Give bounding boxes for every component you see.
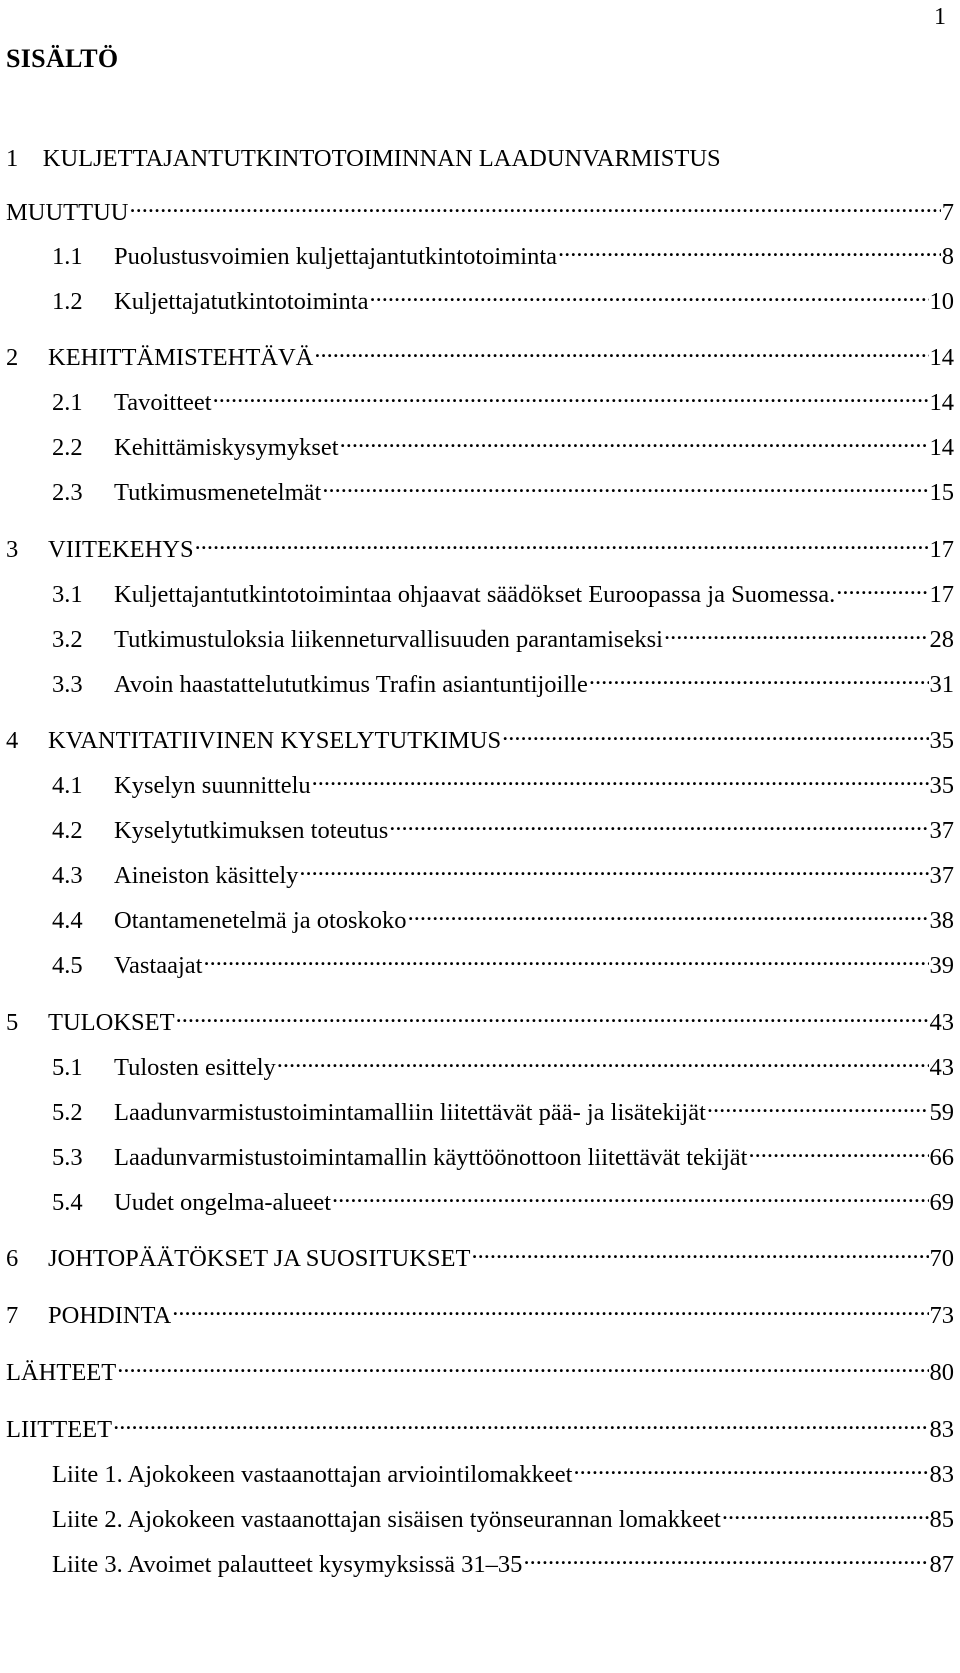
toc-leader-dots [370,279,929,309]
toc-entry-text: Tutkimusmenetelmät [114,479,322,506]
toc-entry-text: Kuljettajatutkintotoiminta [114,288,369,315]
toc-entry-text: Kuljettajantutkintotoimintaa ohjaavat säädökset Euroopassa ja Suomessa. [114,581,836,608]
toc-leader-dots [172,1293,928,1323]
toc-leader-dots [117,1350,928,1380]
toc-entry-text: Liite 1. Ajokokeen vastaanottajan arviointilomakkeet [52,1461,573,1488]
toc-entry-text: JOHTOPÄÄTÖKSET JA SUOSITUKSET [48,1245,471,1272]
toc-entry-page: 59 [929,1099,954,1126]
toc-entry-text: TULOKSET [48,1009,175,1036]
toc-entry[interactable] [52,617,954,653]
toc-entry-text: Laadunvarmistustoimintamalliin liitettävät pää- ja lisätekijät [114,1099,706,1126]
toc-leader-dots [322,470,928,500]
toc-entry-page: 10 [929,288,954,315]
toc-entry[interactable] [52,853,954,889]
toc-leader-dots [299,853,928,883]
toc-entry[interactable] [52,1180,954,1216]
toc-entry-number: 4.3 [52,862,83,889]
toc-entry[interactable] [52,1452,954,1488]
toc-entry[interactable] [6,335,954,371]
toc-entry-number: 7 [6,1302,19,1329]
toc-entry[interactable] [6,1293,954,1329]
toc-leader-dots [664,617,929,647]
toc-leader-dots [314,335,928,365]
toc-entry-text: Aineiston käsittely [114,862,299,889]
toc-leader-dots [722,1497,929,1527]
toc-entry-number: 4.4 [52,907,83,934]
toc-entry-page: 80 [929,1359,954,1386]
toc-entry-text: Kyselyn suunnittelu [114,772,311,799]
toc-entry[interactable] [52,1135,954,1171]
toc-entry-number: 1.1 [52,243,83,270]
toc-entry-page: 17 [929,536,954,563]
toc-entry-page: 14 [929,344,954,371]
toc-leader-dots [748,1135,928,1165]
toc-leader-dots [408,898,929,928]
toc-leader-dots [213,380,929,410]
toc-entry-text: KEHITTÄMISTEHTÄVÄ [48,344,314,371]
toc-entry-number: 4.2 [52,817,83,844]
toc-entry-page: 31 [929,671,954,698]
toc-entry-text: Kehittämiskysymykset [114,434,339,461]
toc-leader-dots [389,808,928,838]
page-number: 1 [934,4,946,30]
toc-entry-number: 3 [6,536,19,563]
toc-entry[interactable] [6,1350,954,1386]
toc-entry-text: LÄHTEET [6,1359,117,1386]
toc-entry-text: Laadunvarmistustoimintamallin käyttöönottoon liitettävät tekijät [114,1144,748,1171]
toc-leader-dots [332,1180,928,1210]
toc-entry-page: 37 [929,862,954,889]
toc-leader-dots [589,662,929,692]
toc-entry-page: 43 [929,1054,954,1081]
toc-entry[interactable] [52,279,954,315]
toc-entry-page: 43 [929,1009,954,1036]
toc-entry[interactable] [6,527,954,563]
toc-entry-number: 4.5 [52,952,83,979]
toc-entry[interactable] [52,943,954,979]
toc-leader-dots [523,1542,928,1572]
toc-entry-page: 14 [929,389,954,416]
toc-entry-page: 38 [929,907,954,934]
toc-entry-text: Puolustusvoimien kuljettajantutkintotoiminta [114,243,558,270]
toc-leader-dots [502,718,928,748]
toc-entry-number: 3.3 [52,671,83,698]
toc-leader-dots [195,527,929,557]
toc-entry-text: LIITTEET [6,1416,113,1443]
toc-entry-page: 66 [929,1144,954,1171]
toc-entry[interactable] [52,380,954,416]
toc-heading-1-line1[interactable]: 1 KULJETTAJANTUTKINTOTOIMINNAN LAADUNVARMISTUS [6,145,721,172]
toc-entry-number: 2.2 [52,434,83,461]
toc-entry-page: 87 [929,1551,954,1578]
toc-entry-text: Tavoitteet [114,389,212,416]
toc-leader-dots [277,1045,929,1075]
toc-leader-dots [312,763,929,793]
toc-entry-text: Tutkimustuloksia liikenneturvallisuuden parantamiseksi [114,626,663,653]
toc-entry-page: 14 [929,434,954,461]
toc-entry[interactable] [52,662,954,698]
toc-leader-dots [340,425,929,455]
toc-entry[interactable] [52,234,954,270]
toc-entry[interactable] [52,1090,954,1126]
toc-entry-page: 15 [929,479,954,506]
toc-entry[interactable] [6,1236,954,1272]
toc-entry-text: Tulosten esittely [114,1054,276,1081]
toc-entry-page: 8 [941,243,954,270]
toc-leader-dots [471,1236,928,1266]
toc-entry-page: 69 [929,1189,954,1216]
toc-entry[interactable] [52,1542,954,1578]
toc-entry-page: 83 [929,1416,954,1443]
toc-entry[interactable] [6,1000,954,1036]
toc-entry-page: 83 [929,1461,954,1488]
toc-entry[interactable] [6,190,954,226]
toc-entry[interactable] [52,425,954,461]
toc-entry-page: 35 [929,772,954,799]
toc-entry-text: KVANTITATIIVINEN KYSELYTUTKIMUS [48,727,502,754]
toc-entry-number: 2 [6,344,19,371]
toc-leader-dots [836,572,928,602]
toc-entry-number: 5 [6,1009,19,1036]
toc-entry-number: 5.1 [52,1054,83,1081]
toc-entry-page: 39 [929,952,954,979]
toc-entry-number: 4.1 [52,772,83,799]
toc-entry-text: Kyselytutkimuksen toteutus [114,817,389,844]
toc-entry-number: 3.1 [52,581,83,608]
toc-entry-text: Uudet ongelma-alueet [114,1189,332,1216]
toc-leader-dots [573,1452,928,1482]
toc-entry[interactable] [6,718,954,754]
toc-entry-number: 5.3 [52,1144,83,1171]
toc-entry[interactable] [52,898,954,934]
toc-entry-text: MUUTTUU [6,199,129,226]
toc-entry-number: 4 [6,727,19,754]
toc-entry-text: Liite 3. Avoimet palautteet kysymyksissä 31–35 [52,1551,523,1578]
toc-entry-number: 1.2 [52,288,83,315]
toc-entry-page: 85 [929,1506,954,1533]
page-title: SISÄLTÖ [6,44,119,73]
toc-entry-number: 2.1 [52,389,83,416]
toc-entry-page: 70 [929,1245,954,1272]
toc-entry-page: 28 [929,626,954,653]
toc-entry-number: 5.4 [52,1189,83,1216]
toc-entry[interactable] [52,1045,954,1081]
toc-entry[interactable] [52,572,954,608]
toc-entry[interactable] [52,470,954,506]
toc-leader-dots [707,1090,929,1120]
toc-entry[interactable] [52,808,954,844]
toc-entry-text: Avoin haastattelututkimus Trafin asiantuntijoille [114,671,588,698]
toc-entry[interactable] [6,1407,954,1443]
toc-entry-number: 6 [6,1245,19,1272]
toc-leader-dots [113,1407,928,1437]
toc-entry-text: VIITEKEHYS [48,536,194,563]
toc-entry-page: 73 [929,1302,954,1329]
toc-entry-text: Otantamenetelmä ja otoskoko [114,907,407,934]
toc-leader-dots [176,1000,929,1030]
toc-entry-text: POHDINTA [48,1302,172,1329]
toc-entry-number: 2.3 [52,479,83,506]
toc-leader-dots [558,234,941,264]
toc-leader-dots [130,190,941,220]
toc-entry[interactable] [52,763,954,799]
toc-entry-page: 37 [929,817,954,844]
toc-entry-page: 35 [929,727,954,754]
toc-entry-number: 3.2 [52,626,83,653]
toc-entry-text: Vastaajat [114,952,203,979]
toc-entry-number: 5.2 [52,1099,83,1126]
toc-entry-page: 7 [941,199,954,226]
toc-leader-dots [203,943,928,973]
toc-entry-text: Liite 2. Ajokokeen vastaanottajan sisäisen työnseurannan lomakkeet [52,1506,721,1533]
toc-entry-page: 17 [929,581,954,608]
toc-entry[interactable] [52,1497,954,1533]
